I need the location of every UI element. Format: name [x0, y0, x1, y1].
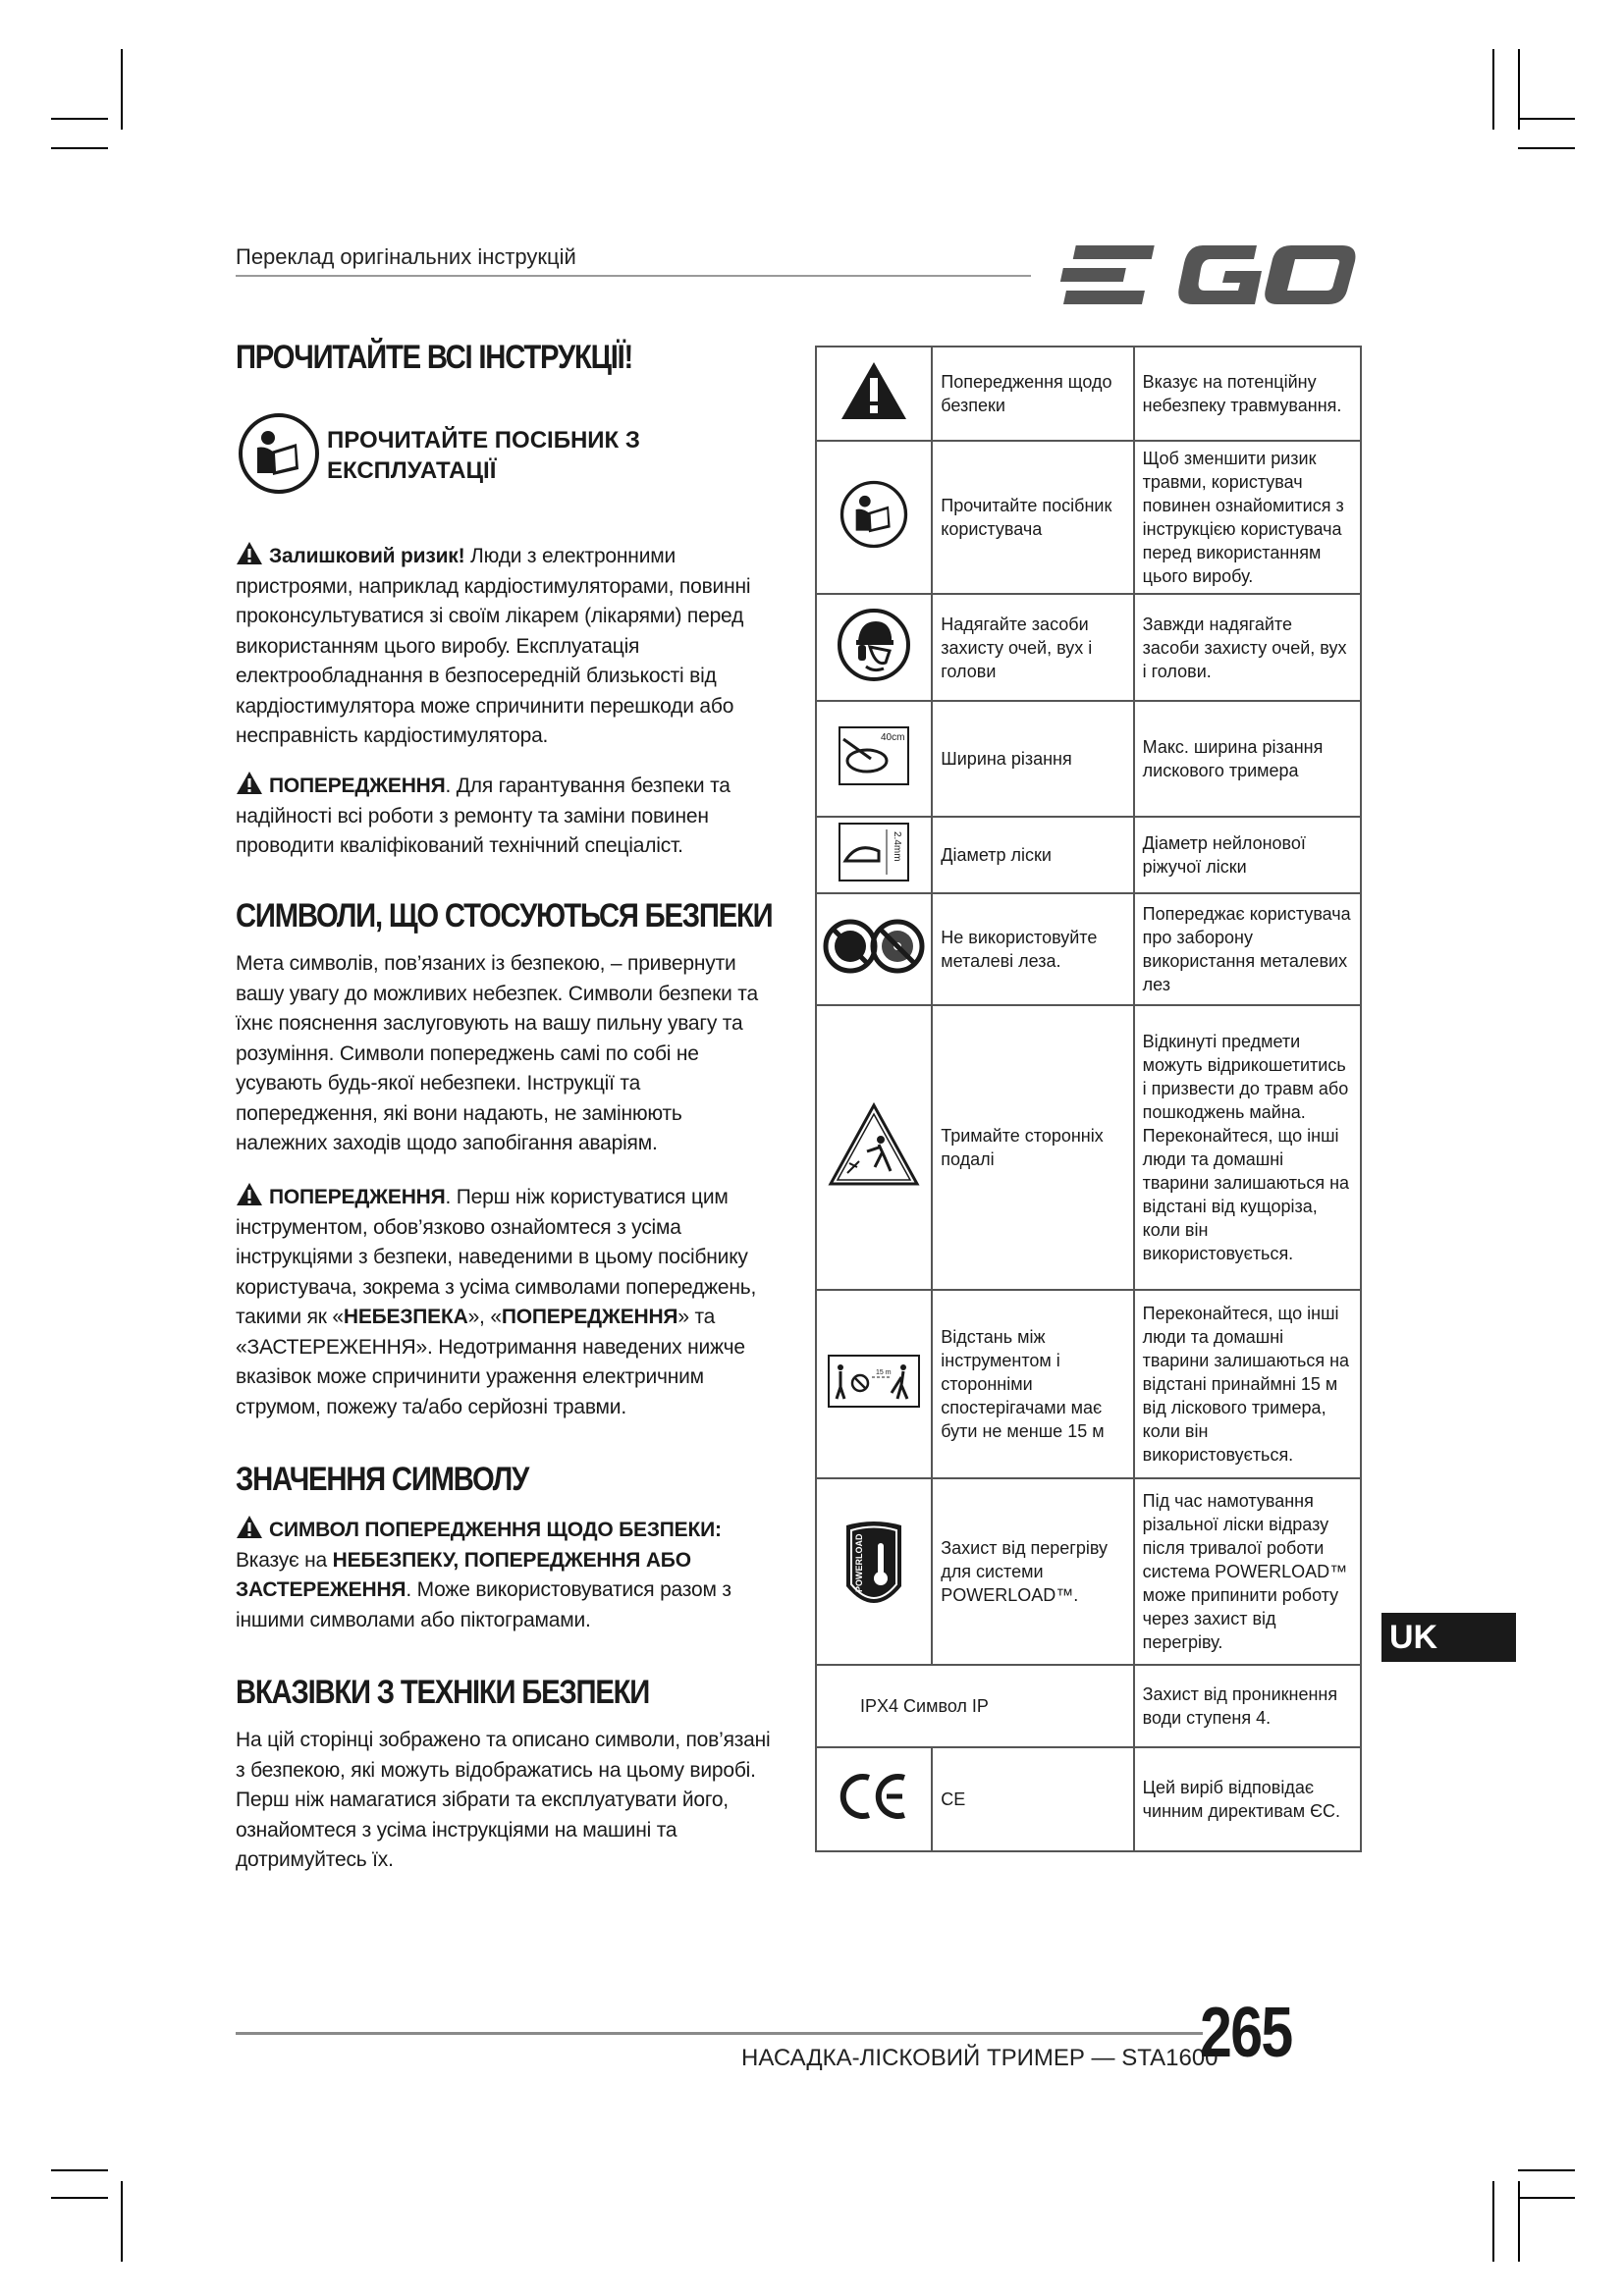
symbol-desc: Під час намотування різальної ліски відразу після тривалої роботи система POWERLOAD™ може припинити роботу через захист від перегріву. [1134, 1478, 1361, 1665]
crop-mark [1518, 2169, 1575, 2171]
read-manual-line2: ЕКСПЛУАТАЦІЇ [327, 457, 497, 484]
table-row [816, 1290, 1361, 1478]
read-all-title: ПРОЧИТАЙТЕ ВСІ ІНСТРУКЦІЇ! [236, 339, 633, 376]
safety-symbols-title: СИМВОЛИ, ЩО СТОСУЮТЬСЯ БЕЗПЕКИ [236, 897, 773, 934]
crop-mark [121, 49, 123, 130]
symbol-desc: Завжди надягайте засоби захисту очей, вух і голови. [1134, 594, 1361, 701]
symbol-desc: Макс. ширина різання лискового тримера [1134, 701, 1361, 817]
table-row [816, 1005, 1361, 1290]
symbol-name: Захист від перегріву для системи POWERLOAD™. [932, 1478, 1133, 1665]
warning-triangle-icon [236, 541, 263, 565]
cutting-width-label: 40cm [881, 732, 905, 743]
safety-symbols-table [815, 346, 1362, 1852]
distance-label: 15 m [876, 1369, 892, 1376]
line-diameter-label: 2.4mm [892, 831, 903, 862]
warning-triangle-icon [236, 771, 263, 795]
no-metal-blades-icon [823, 919, 925, 974]
ce-mark-icon [838, 1772, 910, 1821]
symbol-name: CE [932, 1747, 1133, 1851]
table-row [816, 1478, 1361, 1665]
crop-mark [1492, 2181, 1494, 2262]
symbol-desc: Діаметр нейлонової ріжучої ліски [1134, 817, 1361, 893]
icon-cell [816, 594, 932, 701]
read-manual-icon [238, 412, 320, 500]
warning-read-bold: ПОПЕРЕДЖЕННЯ [269, 1186, 446, 1208]
cutting-width-icon [838, 725, 910, 786]
icon-cell [816, 1478, 932, 1665]
icon-cell [816, 817, 932, 893]
warning-read-paragraph [236, 1182, 774, 1422]
symbol-meaning-paragraph [236, 1515, 774, 1635]
icon-cell [816, 1005, 932, 1290]
residual-risk-paragraph [236, 541, 774, 752]
safety-instructions-text: На цій сторінці зображено та описано символи, пов’язані з безпекою, які можуть відображатись на цьому виробі. Перш ніж намагатися зібрати та експлуатувати його, ознайомтеся з усіма інструкціями на машині та дотримуйтесь їх. [236, 1729, 771, 1871]
header-divider [236, 275, 1031, 277]
crop-mark [51, 118, 108, 120]
residual-risk-bold: Залишковий ризик! [269, 545, 465, 567]
symbol-meaning-title: ЗНАЧЕННЯ СИМВОЛУ [236, 1461, 529, 1498]
crop-mark [1518, 118, 1575, 120]
read-manual-icon [839, 480, 908, 549]
crop-mark [1518, 2181, 1520, 2262]
symbol-desc: Захист від проникнення води ступеня 4. [1134, 1665, 1361, 1747]
ipx4-symbol-cell [816, 1665, 1134, 1747]
head-protection-icon [837, 608, 911, 682]
symbol-desc: Щоб зменшити ризик травми, користувач повинен ознайомитися з інструкцією користувача перед використанням цього виробу. [1134, 441, 1361, 594]
icon-cell [816, 701, 932, 817]
read-manual-label [327, 425, 640, 486]
symbol-desc: Попереджає користувача про заборону використання металевих лез [1134, 893, 1361, 1005]
symbol-desc: Відкинуті предмети можуть відрикошетитись і призвести до травм або пошкоджень майна. Переконайтеся, що інші люди та домашні тварини залишаються на відстані від кущоріза, коли він використовується. [1134, 1005, 1361, 1290]
table-row [816, 1747, 1361, 1851]
warning-read-text2: ». Недотримання наведених нижче вказівок може спричинити ураження електричним струмом, пожежу та/або серйозні травми. [236, 1335, 745, 1418]
distance-15m-icon [827, 1354, 921, 1409]
footer-divider [236, 2032, 1203, 2035]
read-manual-line1: ПРОЧИТАЙТЕ ПОСІБНИК З [327, 427, 640, 454]
table-row [816, 701, 1361, 817]
logo-graphic [1056, 240, 1360, 310]
symbol-desc: Вказує на потенційну небезпеку травмування. [1134, 347, 1361, 441]
symbol-meaning-bold2: НЕБЕЗПЕКУ, ПОПЕРЕДЖЕННЯ АБО ЗАСТЕРЕЖЕННЯ [236, 1548, 691, 1601]
symbol-name: Не використовуйте металеві леза. [932, 893, 1133, 1005]
crop-mark [51, 147, 108, 149]
page-number: 265 [1200, 1994, 1292, 2072]
powerload-overheat-icon [842, 1518, 905, 1620]
icon-cell [816, 1290, 932, 1478]
symbol-meaning-bold: СИМВОЛ ПОПЕРЕДЖЕННЯ ЩОДО БЕЗПЕКИ: [269, 1519, 722, 1541]
crop-mark [51, 2169, 108, 2171]
table-row [816, 594, 1361, 701]
icon-cell [816, 893, 932, 1005]
warning-label: ПОПЕРЕДЖЕННЯ [501, 1306, 678, 1328]
residual-risk-text: Люди з електронними пристроями, наприклад кардіостимуляторами, повинні проконсультуватися зі своїм лікарем (лікарями) перед використанням цього виробу. Експлуатація електрообладнання в безпосередній близькості від кардіостимулятора може спричинити перешкоди або несправність кардіостимулятора. [236, 545, 751, 747]
symbol-desc: Переконайтеся, що інші люди та домашні тварини залишаються на відстані принаймні 15 м від ліскового тримера, коли він використовується. [1134, 1290, 1361, 1478]
crop-mark [1518, 147, 1575, 149]
symbol-meaning-text2: . Може використовуватися разом з іншими символами або піктограмами. [236, 1578, 731, 1631]
table-row [816, 893, 1361, 1005]
warning-triangle-icon [839, 360, 908, 421]
symbol-meaning-text1: Вказує на [236, 1548, 333, 1572]
symbol-name: Тримайте сторонніх подалі [932, 1005, 1133, 1290]
crop-mark [121, 2181, 123, 2262]
header-subtitle: Переклад оригінальних інструкцій [236, 244, 576, 269]
keep-bystanders-away-icon [828, 1102, 920, 1187]
footer-product-name: НАСАДКА-ЛІСКОВИЙ ТРИМЕР — STA1600 [741, 2045, 1218, 2071]
warning-read-text1: . Перш ніж користуватися цим інструментом, обов’язково ознайомтеся з усіма інструкціями з безпеки, наведеними в цьому посібнику користувача, зокрема з усіма символами попереджень, такими як « [236, 1186, 757, 1328]
crop-mark [1518, 2197, 1575, 2199]
separator: », « [467, 1306, 502, 1328]
icon-cell [816, 441, 932, 594]
powerload-label: POWERLOAD [854, 1533, 865, 1592]
warning-triangle-icon [236, 1515, 263, 1539]
symbol-name: Прочитайте посібник користувача [932, 441, 1133, 594]
symbol-name: Попередження щодо безпеки [932, 347, 1133, 441]
icon-cell [816, 1747, 932, 1851]
danger-label: НЕБЕЗПЕКА [343, 1306, 468, 1328]
caution-label: ЗАСТЕРЕЖЕННЯ [246, 1335, 416, 1359]
crop-mark [1492, 49, 1494, 130]
table-row [816, 347, 1361, 441]
separator: » та « [236, 1306, 716, 1359]
language-tab: UK [1381, 1613, 1516, 1662]
symbol-name: Діаметр ліски [932, 817, 1133, 893]
ego-logo [1056, 240, 1360, 315]
symbol-name: Відстань між інструментом і сторонніми спостерігачами має бути не менше 15 м [932, 1290, 1133, 1478]
warning-triangle-icon [236, 1182, 263, 1206]
icon-cell [816, 347, 932, 441]
ipx4-label: IPX4 Символ IP [860, 1696, 989, 1716]
warning-repair-text: . Для гарантування безпеки та надійності всі роботи з ремонту та заміни повинен проводити кваліфікований технічний спеціаліст. [236, 774, 731, 857]
symbol-desc: Цей виріб відповідає чинним директивам ЄС. [1134, 1747, 1361, 1851]
warning-repair-bold: ПОПЕРЕДЖЕННЯ [269, 774, 446, 797]
safety-instructions-title: ВКАЗІВКИ З ТЕХНІКИ БЕЗПЕКИ [236, 1674, 650, 1711]
line-diameter-icon [838, 822, 910, 882]
crop-mark [51, 2197, 108, 2199]
table-row [816, 1665, 1361, 1747]
symbol-name: Надягайте засоби захисту очей, вух і голови [932, 594, 1133, 701]
safety-symbols-text: Мета символів, пов’язаних із безпекою, – привернути вашу увагу до можливих небезпек. Символи безпеки та їхнє пояснення заслуговують на вашу пильну увагу та розуміння. Символи попереджень самі по собі не усувають будь-якої небезпеки. Інструкції та попередження, які вони надають, не замінюють належних заходів щодо запобігання аваріям. [236, 952, 758, 1154]
table-row [816, 817, 1361, 893]
symbol-name: Ширина різання [932, 701, 1133, 817]
table-row [816, 441, 1361, 594]
warning-repair-paragraph [236, 771, 774, 862]
